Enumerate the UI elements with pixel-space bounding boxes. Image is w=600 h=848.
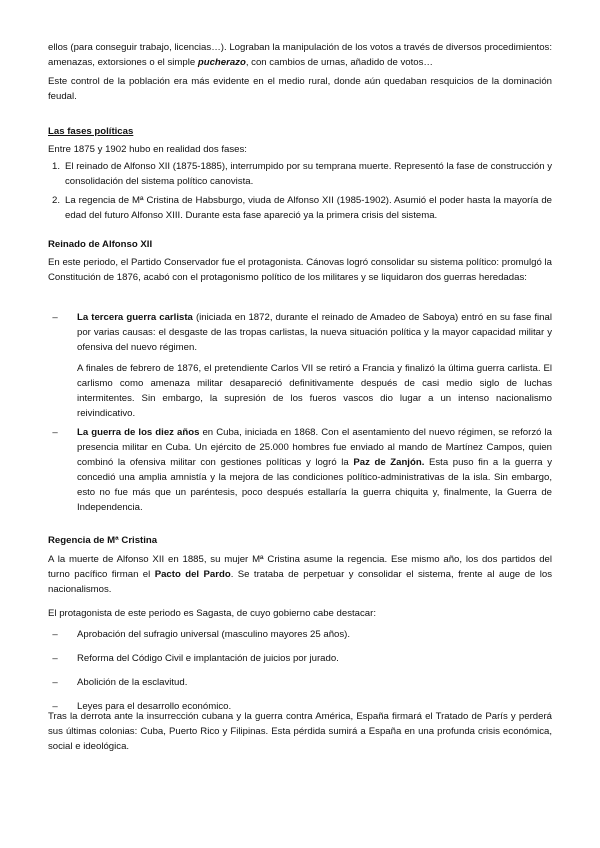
dash-bullet: –	[52, 653, 58, 664]
list-item	[48, 193, 552, 223]
list-item-text: Abolición de la esclavitud.	[77, 677, 188, 688]
pucherazo-term: pucherazo	[197, 57, 246, 68]
regencia-text-end: . Se trataba de perpetuar y consolidar el sistema, frente al auge de los nacionalismos.	[48, 569, 552, 595]
list-item	[48, 310, 552, 421]
list-item	[48, 425, 552, 515]
list-item	[48, 159, 552, 189]
regencia-p3-block	[48, 709, 552, 754]
cuba-text: en Cuba, iniciada en 1868. Con el asentamiento del nuevo régimen, se reforzó la presencia militar en Cuba. Un ejército de 25.000 hombres fue enviado al mando de Martínez Campos, quien combinó la ofensiva militar con gestiones políticas y logró la	[77, 427, 552, 468]
fases-intro: Entre 1875 y 1902 hubo en realidad dos fases:	[48, 144, 247, 155]
reinado-heading-block	[48, 237, 552, 252]
dash-bullet: –	[52, 312, 58, 323]
list-number: 2.	[52, 195, 61, 206]
fases-intro-block	[48, 142, 552, 157]
dash-bullet: –	[52, 629, 58, 640]
list-item	[48, 675, 552, 690]
carlista-title: La tercera guerra carlista	[77, 312, 193, 323]
reinado-intro: En este periodo, el Partido Conservador fue el protagonista. Cánovas logró consolidar su sistema político: promulgó la Constitución de 1876, acabó con el protagonismo político de los militares y se liquidaron dos guerras heredadas:	[48, 257, 552, 283]
cuba-block	[48, 425, 552, 515]
paris-paragraph: Tras la derrota ante la insurrección cubana y la guerra contra América, España firmará el Tratado de París y perderá sus últimas colonias: Cuba, Puerto Rico y Filipinas. Esta pérdida sumirá a España en una profunda crisis económica, social e ideológica.	[48, 711, 552, 752]
regencia-heading-block	[48, 533, 552, 548]
intro-paragraph	[48, 40, 552, 70]
reinado-heading: Reinado de Alfonso XII	[48, 239, 153, 250]
zanjon-term: Paz de Zanjón.	[353, 457, 425, 468]
dash-bullet: –	[52, 677, 58, 688]
cuba-text-end: Esta puso fin a la guerra y concedió una amplia amnistía y la mejora de las condiciones político-administrativas de la isla. Sin embargo, esto no fue más que un paréntesis, poco después estallaría la guerra chiquita y, finalmente, la Guerra de Independencia.	[77, 457, 552, 513]
reinado-intro-block	[48, 255, 552, 285]
rural-paragraph	[48, 74, 552, 104]
dash-bullet: –	[52, 701, 58, 712]
carlista-block	[48, 310, 552, 421]
list-item-text: Reforma del Código Civil e implantación de juicios por jurado.	[77, 653, 339, 664]
list-item-text: La regencia de Mª Cristina de Habsburgo, viuda de Alfonso XII (1985-1902). Asumió el poder hasta la mayoría de edad del futuro Alfonso XIII. Durante esta fase apareció ya la primera crisis del sistema.	[65, 195, 552, 221]
regencia-heading: Regencia de Mª Cristina	[48, 535, 158, 546]
list-item-text: Leyes para el desarrollo económico.	[77, 701, 232, 712]
list-item	[48, 651, 552, 666]
fases-heading: Las fases políticas	[48, 126, 134, 137]
fases-heading-block	[48, 124, 552, 139]
sagasta-intro: El protagonista de este periodo es Sagasta, de cuyo gobierno cabe destacar:	[48, 608, 377, 619]
list-number: 1.	[52, 161, 61, 172]
regencia-p1-block	[48, 552, 552, 597]
list-item	[48, 627, 552, 642]
carlista-text-2: A finales de febrero de 1876, el pretendiente Carlos VII se retiró a Francia y finalizó la última guerra carlista. El carlismo como amenaza militar desapareció definitivamente después de casi medio siglo de luchas intermitentes. Sin embargo, la supresión de los fueros vascos dio lugar a un intenso nacionalismo reivindicativo.	[77, 363, 552, 419]
pacto-pardo-term: Pacto del Pardo	[154, 569, 231, 580]
carlista-text: (iniciada en 1872, durante el reinado de Amadeo de Saboya) entró en su fase final por varias causas: el desgaste de las tropas carlistas, la nueva situación política y la mayor capacidad militar y ofensiva del nuevo régimen.	[77, 312, 552, 353]
intro-text-end: , con cambios de urnas, añadido de votos…	[245, 57, 434, 68]
fases-list-block	[48, 159, 552, 227]
intro-text: ellos (para conseguir trabajo, licencias…). Lograban la manipulación de los votos a través de diversos procedimientos: amenazas, extorsiones o el simple	[48, 42, 552, 68]
fases-list	[48, 159, 552, 223]
dash-bullet: –	[52, 427, 58, 438]
regencia-p2-block	[48, 606, 552, 621]
list-item-text: El reinado de Alfonso XII (1875-1885), interrumpido por su temprana muerte. Representó la fase de construcción y consolidación del sistema político canovista.	[65, 161, 552, 187]
cuba-title: La guerra de los diez años	[77, 427, 200, 438]
list-item-text: Aprobación del sufragio universal (masculino mayores 25 años).	[77, 629, 351, 640]
rural-text: Este control de la población era más evidente en el medio rural, donde aún quedaban resquicios de la dominación feudal.	[48, 76, 552, 102]
regencia-text: A la muerte de Alfonso XII en 1885, su mujer Mª Cristina asume la regencia. Ese mismo año, los dos partidos del turno pacífico firman el	[48, 554, 552, 580]
